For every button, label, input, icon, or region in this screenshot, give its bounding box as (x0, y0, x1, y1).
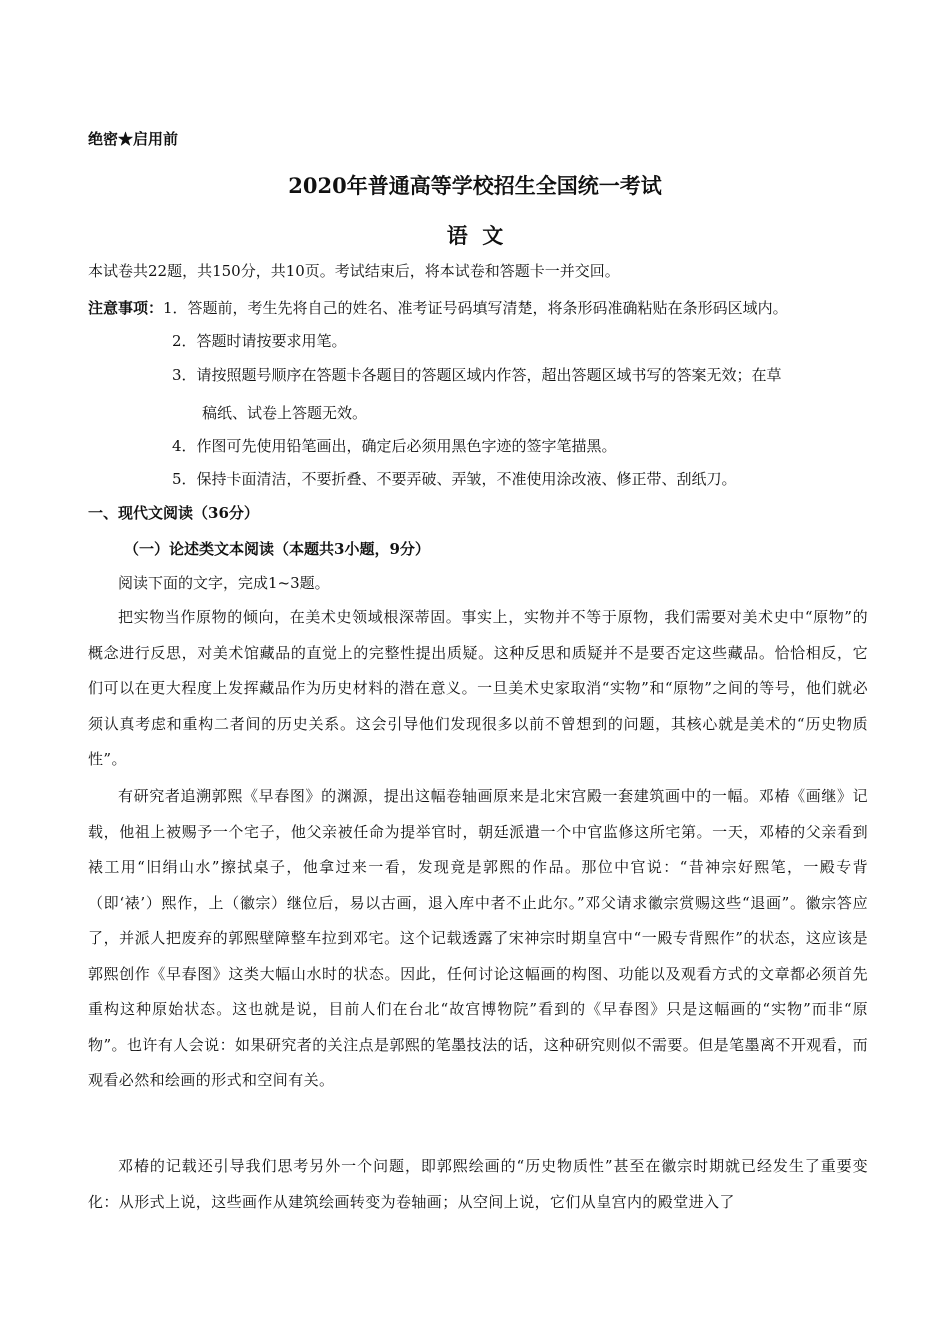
article-paragraph: 邓椿的记载还引导我们思考另外一个问题，即郭熙绘画的“历史物质性”甚至在徽宗时期就已经发生了重要变化：从形式上说，这些画作从建筑绘画转变为卷轴画；从空间上说，它们从皇宫内的殿堂进入了 (88, 1157, 868, 1211)
article-paragraph: 把实物当作原物的倾向，在美术史领域根深蒂固。事实上，实物并不等于原物，我们需要对美术史中“原物”的概念进行反思，对美术馆藏品的直觉上的完整性提出质疑。这种反思和质疑并不是要否定这些藏品。恰恰相反，它们可以在更大程度上发挥藏品作为历史材料的潜在意义。一旦美术史家取消“实物”和“原物”之间的等号，他们就必须认真考虑和重构二者间的历史关系。这会引导他们发现很多以前不曾想到的问题，其核心就是美术的“历史物质性”。 (88, 608, 868, 768)
subsection-heading: （一）论述类文本阅读（本题共3小题，9分） (124, 540, 430, 558)
notice-item: 稿纸、试卷上答题无效。 (202, 404, 368, 422)
notice-item: 5．保持卡面清洁，不要折叠、不要弄破、弄皱，不准使用涂改液、修正带、刮纸刀。 (172, 470, 737, 488)
subject-title: 语 文 (446, 223, 504, 248)
notice-block (88, 297, 788, 318)
reading-instruction: 阅读下面的文字，完成1~3题。 (118, 574, 330, 592)
notice-label: 注意事项： (88, 299, 164, 317)
notice-item: 3．请按照题号顺序在答题卡各题目的答题区域内作答，超出答题区域书写的答案无效；在草 (172, 366, 782, 384)
notice-item: 4．作图可先使用铅笔画出，确定后必须用黑色字迹的签字笔描黑。 (172, 437, 617, 455)
secret-mark: 绝密★启用前 (88, 130, 179, 148)
notice-item: 1．答题前，考生先将自己的姓名、准考证号码填写清楚，将条形码准确粘贴在条形码区域内。 (163, 299, 788, 317)
article-paragraph: 有研究者追溯郭熙《早春图》的渊源，提出这幅卷轴画原来是北宋宫殿一套建筑画中的一幅。邓椿《画继》记载，他祖上被赐予一个宅子，他父亲被任命为提举官时，朝廷派遣一个中官监修这所宅第。一天，邓椿的父亲看到裱工用“旧绢山水”擦拭桌子，他拿过来一看，发现竟是郭熙的作品。那位中官说：“昔神宗好熙笔，一殿专背（即‘裱’）熙作，上（徽宗）继位后，易以古画，退入库中者不止此尔。”邓父请求徽宗赏赐这些“退画”。徽宗答应了，并派人把废弃的郭熙壁障整车拉到邓宅。这个记载透露了宋神宗时期皇宫中“一殿专背熙作”的状态，这应该是郭熙创作《早春图》这类大幅山水时的状态。因此，任何讨论这幅画的构图、功能以及观看方式的文章都必须首先重构这种原始状态。这也就是说，目前人们在台北“故宫博物院”看到的《早春图》只是这幅画的“实物”而非“原物”。也许有人会说：如果研究者的关注点是郭熙的笔墨技法的话，这种研究则似不需要。但是笔墨离不开观看，而观看必然和绘画的形式和空间有关。 (88, 787, 868, 1089)
notice-item: 2．答题时请按要求用笔。 (172, 332, 347, 350)
section-heading: 一、现代文阅读（36分） (88, 504, 259, 522)
intro-text: 本试卷共22题，共150分，共10页。考试结束后，将本试卷和答题卡一并交回。 (88, 262, 620, 280)
exam-title: 2020年普通高等学校招生全国统一考试 (288, 173, 662, 198)
